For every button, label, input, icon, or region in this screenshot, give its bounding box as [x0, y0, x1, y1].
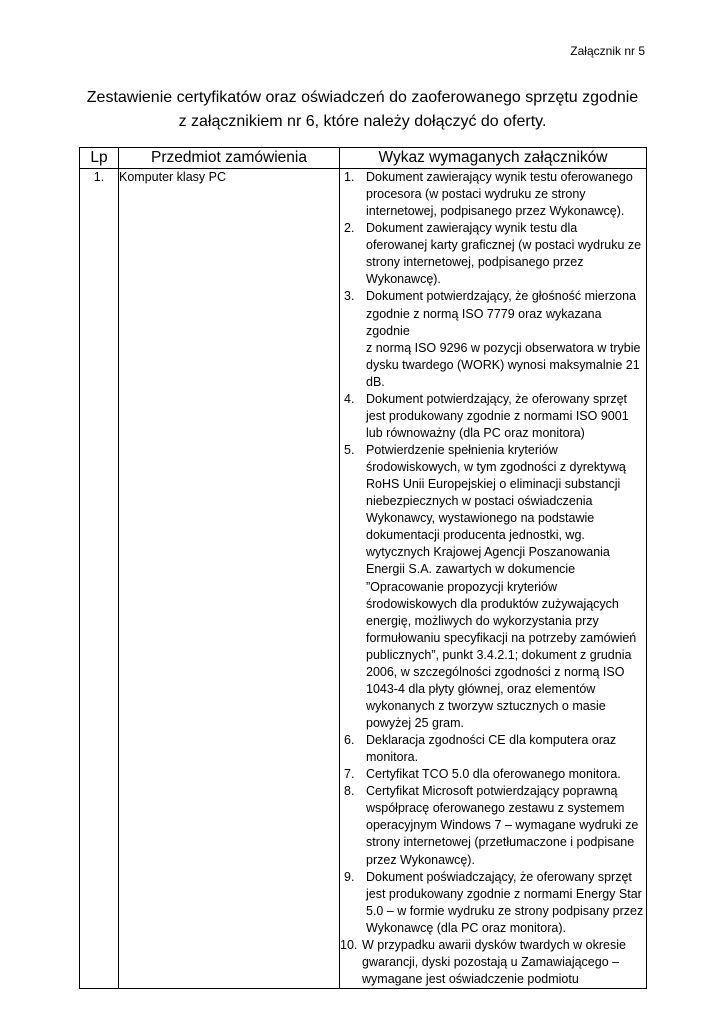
list-item — [340, 288, 646, 390]
list-item-line: gwarancji, dyski pozostają u Zamawiającego – — [362, 954, 620, 969]
list-item — [340, 937, 646, 988]
list-item-number: 8. — [344, 784, 355, 799]
list-item-line: wymagane jest oświadczenie podmiotu — [362, 971, 579, 986]
title-line-1: Zestawienie certyfikatów oraz oświadczeń do zaoferowanego sprzętu zgodnie — [86, 89, 639, 106]
list-item-line: powyżej 25 gram. — [366, 716, 464, 730]
list-item — [340, 732, 646, 766]
list-item-line: oferowanej karty graficznej (w postaci wydruku ze — [366, 238, 642, 253]
title-line-2: z załącznikiem nr 6, które należy dołączyć do oferty. — [178, 113, 547, 130]
list-item-line: lub równoważny (dla PC oraz monitora) — [366, 425, 585, 440]
list-item-line: Deklaracja zgodności CE dla komputera oraz — [366, 733, 617, 748]
row-attachments — [340, 169, 647, 989]
list-item-line: operacyjnym Windows 7 – wymagane wydruki ze — [366, 818, 639, 833]
row-subject: Komputer klasy PC — [119, 169, 340, 989]
list-item-line: W przypadku awarii dysków twardych w okresie — [362, 937, 626, 952]
list-item-line: zgodnie z normą ISO 7779 oraz wykazana zgodnie — [366, 306, 602, 338]
attachments-table — [79, 147, 647, 989]
document-title — [60, 86, 665, 134]
list-item — [340, 783, 646, 868]
list-item-line: Wykonawcę). — [366, 272, 441, 287]
list-item-line: 1043-4 dla płyty głównej, oraz elementów — [366, 681, 596, 696]
list-item-number: 4. — [344, 391, 355, 406]
list-item-line: formułowaniu specyfikacji na potrzeby zamówień — [366, 630, 637, 645]
list-item-line: jest produkowany zgodnie z normami Energy Star — [366, 886, 642, 901]
list-item-number: 10. — [340, 937, 358, 952]
list-item-line: wykonanych z tworzyw sztucznych o masie — [366, 698, 606, 713]
list-item-line: Energii S.A. zawartych w dokumencie — [366, 562, 576, 577]
list-item-line: wytycznych Krajowej Agencji Poszanowania — [366, 545, 610, 560]
list-item-line: Potwierdzenie spełnienia kryteriów — [366, 443, 558, 457]
list-item-line: Dokument poświadczający, że oferowany sprzęt — [366, 869, 632, 884]
list-item-number: 9. — [344, 869, 355, 884]
annex-label: Załącznik nr 5 — [570, 44, 645, 58]
list-item-line: środowiskowych, w tym zgodności z dyrektywą — [366, 460, 626, 475]
list-item-line: środowiskowych dla produktów zużywających — [366, 596, 619, 611]
list-item-line: Dokument potwierdzający, że oferowany sprzęt — [366, 391, 627, 406]
list-item-line: Wykonawcę (dla PC oraz monitora). — [366, 920, 566, 935]
list-item-number: 6. — [344, 733, 355, 748]
list-item-line: Dokument potwierdzający, że głośność mierzona — [366, 289, 637, 304]
header-lp: Lp — [80, 148, 119, 169]
list-item-number: 5. — [344, 443, 355, 457]
list-item — [340, 220, 646, 288]
list-item — [340, 169, 646, 220]
list-item-line: jest produkowany zgodnie z normami ISO 9001 — [366, 408, 629, 423]
list-item-line: współpracę oferowanego zestawu z systemem — [366, 801, 625, 816]
list-item-line: dB. — [366, 374, 385, 389]
list-item-line: Dokument zawierający wynik testu oferowanego — [366, 170, 633, 184]
list-item-line: dysku twardego (WORK) wynosi maksymalnie 21 — [366, 357, 640, 372]
header-subject: Przedmiot zamówienia — [119, 148, 340, 169]
list-item — [340, 442, 646, 732]
row-lp: 1. — [80, 169, 119, 989]
list-item-line: publicznych”, punkt 3.4.2.1; dokument z grudnia — [366, 647, 632, 662]
list-item-line: strony internetowej (przetłumaczone i podpisane — [366, 835, 635, 850]
list-item-line: ”Opracowanie propozycji kryteriów — [366, 579, 558, 594]
table-header-row — [80, 148, 647, 169]
list-item-line: z normą ISO 9296 w pozycji obserwatora w trybie — [366, 340, 641, 355]
list-item-line: 5.0 – w formie wydruku ze strony podpisany przez — [366, 903, 644, 918]
list-item — [340, 869, 646, 937]
list-item-line: 2006, w szczególności zgodności z normą ISO — [366, 664, 625, 679]
list-item-line: RoHS Unii Europejskiej o eliminacji substancji — [366, 477, 621, 492]
list-item-number: 2. — [344, 221, 355, 236]
list-item-line: monitora. — [366, 750, 419, 765]
list-item-line: przez Wykonawcę). — [366, 852, 475, 867]
list-item-line: internetowej, podpisanego przez Wykonawcę). — [366, 204, 625, 219]
list-item — [340, 766, 646, 783]
list-item-line: Dokument zawierający wynik testu dla — [366, 221, 578, 236]
requirements-list — [340, 169, 646, 988]
list-item-line: Certyfikat TCO 5.0 dla oferowanego monitora. — [366, 767, 621, 782]
list-item-line: niebezpiecznych w postaci oświadczenia — [366, 494, 593, 509]
list-item-number: 3. — [344, 289, 355, 304]
header-attachments: Wykaz wymaganych załączników — [340, 148, 647, 169]
list-item-line: procesora (w postaci wydruku ze strony — [366, 187, 586, 202]
list-item-line: dokumentacji producenta jednostki, wg. — [366, 528, 585, 543]
list-item-number: 7. — [344, 767, 355, 782]
list-item-line: Wykonawcy, wystawionego na podstawie — [366, 511, 595, 526]
list-item — [340, 391, 646, 442]
list-item-line: energię, możliwych do wykorzystania przy — [366, 613, 599, 628]
list-item-number: 1. — [344, 170, 355, 184]
list-item-line: strony internetowej, podpisanego przez — [366, 255, 584, 270]
table-row — [80, 169, 647, 989]
list-item-line: Certyfikat Microsoft potwierdzający poprawną — [366, 784, 618, 799]
